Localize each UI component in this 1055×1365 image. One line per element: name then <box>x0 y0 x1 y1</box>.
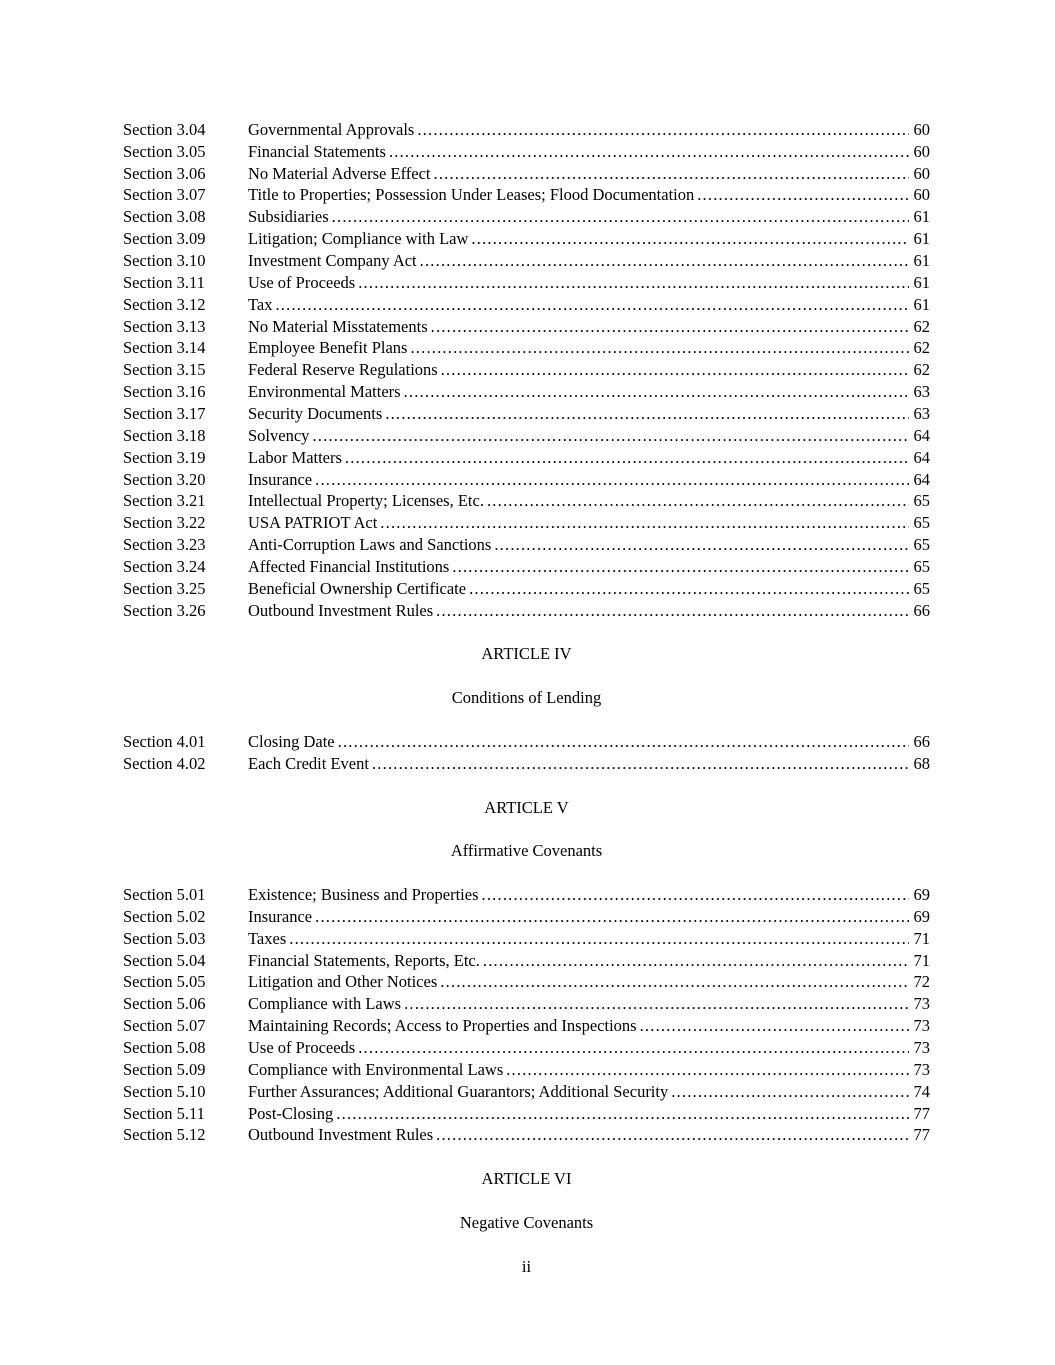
toc-page-number: 65 <box>913 578 930 598</box>
toc-page-number: 61 <box>913 207 930 227</box>
toc-entry-title: Outbound Investment Rules <box>248 600 434 620</box>
toc-entry <box>123 272 930 294</box>
toc-section-number: Section 3.24 <box>123 557 206 577</box>
article-subtitle: Negative Covenants <box>459 1212 594 1232</box>
toc-entries-group <box>123 119 930 622</box>
toc-entry <box>123 534 930 556</box>
toc-page-number: 65 <box>913 491 930 511</box>
toc-entry-title: Labor Matters <box>248 447 342 467</box>
toc-page-number: 64 <box>913 425 930 445</box>
toc-page-number: 60 <box>913 119 930 139</box>
toc-entry <box>123 906 930 928</box>
toc-dot-leader <box>694 184 908 206</box>
toc-entry <box>123 578 930 600</box>
toc-entry <box>123 250 930 272</box>
toc-dot-leader <box>401 993 908 1015</box>
toc-entry <box>123 469 930 491</box>
toc-entry-title: Outbound Investment Rules <box>248 1125 434 1145</box>
toc-section-number: Section 3.16 <box>123 382 206 402</box>
toc-entry <box>123 163 930 185</box>
toc-section-number: Section 5.10 <box>123 1081 206 1101</box>
toc-page-number: 69 <box>913 906 930 926</box>
toc-dot-leader <box>369 753 909 775</box>
toc-page-number: 66 <box>913 600 930 620</box>
toc-section-number: Section 3.23 <box>123 535 206 555</box>
toc-section-number: Section 3.25 <box>123 578 206 598</box>
toc-section-number: Section 4.02 <box>123 753 206 773</box>
toc-page-number: 60 <box>913 141 930 161</box>
toc-entry <box>123 206 930 228</box>
toc-page-number: 71 <box>913 928 930 948</box>
toc-entry <box>123 403 930 425</box>
toc-section-number: Section 3.15 <box>123 360 206 380</box>
toc-dot-leader <box>312 469 908 491</box>
toc-entry <box>123 950 930 972</box>
toc-entry-title: No Material Adverse Effect <box>248 163 431 183</box>
toc-dot-leader <box>428 316 909 338</box>
toc-page-number: 66 <box>913 731 930 751</box>
toc-page-number: 65 <box>913 535 930 555</box>
toc-entry-title: Litigation and Other Notices <box>248 972 438 992</box>
toc-dot-leader <box>329 206 909 228</box>
toc-section-number: Section 5.12 <box>123 1125 206 1145</box>
toc-entry <box>123 337 930 359</box>
toc-entry-title: USA PATRIOT Act <box>248 513 378 533</box>
toc-page-number: 74 <box>913 1081 930 1101</box>
toc-entry <box>123 753 930 775</box>
toc-entry <box>123 359 930 381</box>
toc-entry-title: Financial Statements, Reports, Etc. <box>248 950 480 970</box>
toc-section-number: Section 3.21 <box>123 491 206 511</box>
toc-entry <box>123 316 930 338</box>
toc-section-number: Section 3.26 <box>123 600 206 620</box>
toc-entry <box>123 884 930 906</box>
toc-dot-leader <box>491 534 908 556</box>
toc-dot-leader <box>342 447 909 469</box>
toc-page-number: 64 <box>913 469 930 489</box>
toc-section-number: Section 3.17 <box>123 404 206 424</box>
toc-entry <box>123 490 930 512</box>
toc-page-number: 63 <box>913 382 930 402</box>
toc-page-number: 65 <box>913 557 930 577</box>
toc-entry <box>123 184 930 206</box>
toc-entry <box>123 141 930 163</box>
toc-entry-title: Financial Statements <box>248 141 386 161</box>
toc-page-number: 60 <box>913 185 930 205</box>
toc-entry-title: Maintaining Records; Access to Properties and Inspections <box>248 1016 637 1036</box>
toc-section-number: Section 5.03 <box>123 928 206 948</box>
toc-entry-title: Existence; Business and Properties <box>248 884 479 904</box>
toc-page-number: 60 <box>913 163 930 183</box>
toc-section-number: Section 5.09 <box>123 1059 206 1079</box>
toc-entry <box>123 294 930 316</box>
toc-entry-title: Litigation; Compliance with Law <box>248 229 469 249</box>
toc-page-number: 73 <box>913 1059 930 1079</box>
toc-section-number: Section 3.20 <box>123 469 206 489</box>
toc-entry-title: Use of Proceeds <box>248 1037 356 1057</box>
toc-dot-leader <box>335 731 909 753</box>
toc-entry-title: Insurance <box>248 906 313 926</box>
toc-entry-title: Tax <box>248 294 273 314</box>
toc-entry-title: Each Credit Event <box>248 753 369 773</box>
toc-section-number: Section 5.05 <box>123 972 206 992</box>
toc-section-number: Section 3.22 <box>123 513 206 533</box>
toc-dot-leader <box>401 381 909 403</box>
toc-page-number: 69 <box>913 884 930 904</box>
toc-dot-leader <box>286 928 908 950</box>
toc-entry-title: Post-Closing <box>248 1103 334 1123</box>
toc-entries-group <box>123 731 930 775</box>
toc-entry-title: Use of Proceeds <box>248 272 356 292</box>
toc-entry-title: Anti-Corruption Laws and Sanctions <box>248 535 492 555</box>
page-footer-number: ii <box>521 1257 532 1276</box>
toc-section-number: Section 5.02 <box>123 906 206 926</box>
toc-section-number: Section 3.08 <box>123 207 206 227</box>
toc-entry-title: Subsidiaries <box>248 207 329 227</box>
toc-dot-leader <box>437 971 908 993</box>
toc-section-number: Section 5.01 <box>123 884 206 904</box>
toc-entry-title: Beneficial Ownership Certificate <box>248 578 467 598</box>
toc-page-number: 61 <box>913 229 930 249</box>
toc-page-number: 64 <box>913 447 930 467</box>
toc-entry-title: Solvency <box>248 425 310 445</box>
toc-page-number: 63 <box>913 404 930 424</box>
toc-dot-leader <box>312 906 908 928</box>
toc-entries-group <box>123 884 930 1146</box>
toc-entry-title: Federal Reserve Regulations <box>248 360 438 380</box>
toc-dot-leader <box>417 250 909 272</box>
toc-dot-leader <box>484 490 909 512</box>
toc-entry <box>123 600 930 622</box>
toc-page-number: 77 <box>913 1125 930 1145</box>
toc-section-number: Section 5.04 <box>123 950 206 970</box>
toc-dot-leader <box>309 425 908 447</box>
toc-page-number: 71 <box>913 950 930 970</box>
toc-dot-leader <box>386 141 909 163</box>
toc-section-number: Section 5.06 <box>123 994 206 1014</box>
toc-page-number: 65 <box>913 513 930 533</box>
toc-dot-leader <box>479 884 909 906</box>
toc-entry-title: Affected Financial Institutions <box>248 557 450 577</box>
toc-section-number: Section 5.11 <box>123 1103 205 1123</box>
toc-section-number: Section 3.10 <box>123 251 206 271</box>
toc-page-number: 73 <box>913 1037 930 1057</box>
toc-dot-leader <box>466 578 908 600</box>
toc-entry <box>123 1081 930 1103</box>
toc-page-number: 72 <box>913 972 930 992</box>
toc-section-number: Section 3.11 <box>123 272 205 292</box>
toc-dot-leader <box>431 163 909 185</box>
toc-section-number: Section 3.07 <box>123 185 206 205</box>
toc-entry-title: No Material Misstatements <box>248 316 428 336</box>
toc-dot-leader <box>480 950 909 972</box>
article-heading: ARTICLE V <box>484 797 569 817</box>
toc-dot-leader <box>414 119 908 141</box>
toc-section-number: Section 3.14 <box>123 338 206 358</box>
toc-dot-leader <box>407 337 908 359</box>
toc-page-number: 61 <box>913 251 930 271</box>
toc-section-number: Section 3.09 <box>123 229 206 249</box>
toc-entry <box>123 228 930 250</box>
toc-section-number: Section 5.07 <box>123 1016 206 1036</box>
toc-dot-leader <box>637 1015 909 1037</box>
toc-dot-leader <box>355 272 908 294</box>
toc-entry-title: Title to Properties; Possession Under Leases; Flood Documentation <box>248 185 695 205</box>
toc-page-number: 77 <box>913 1103 930 1123</box>
toc-entry-title: Insurance <box>248 469 313 489</box>
toc-dot-leader <box>273 294 909 316</box>
toc-entry-title: Environmental Matters <box>248 382 401 402</box>
toc-page-number: 62 <box>913 360 930 380</box>
toc-dot-leader <box>468 228 908 250</box>
article-heading: ARTICLE VI <box>481 1169 572 1189</box>
toc-dot-leader <box>377 512 908 534</box>
toc-dot-leader <box>333 1103 908 1125</box>
toc-entry <box>123 1015 930 1037</box>
toc-dot-leader <box>449 556 908 578</box>
toc-section-number: Section 3.19 <box>123 447 206 467</box>
toc-dot-leader <box>382 403 908 425</box>
toc-entry <box>123 556 930 578</box>
toc-entry <box>123 928 930 950</box>
toc-dot-leader <box>433 1124 908 1146</box>
toc-entry-title: Closing Date <box>248 731 335 751</box>
toc-entry-title: Compliance with Environmental Laws <box>248 1059 504 1079</box>
toc-section-number: Section 3.18 <box>123 425 206 445</box>
toc-dot-leader <box>433 600 908 622</box>
toc-page-number: 73 <box>913 1016 930 1036</box>
toc-page-number: 73 <box>913 994 930 1014</box>
toc-section-number: Section 3.13 <box>123 316 206 336</box>
toc-page-number: 61 <box>913 272 930 292</box>
toc-entry <box>123 447 930 469</box>
toc-entry-title: Governmental Approvals <box>248 119 415 139</box>
toc-section-number: Section 3.04 <box>123 119 206 139</box>
toc-entry <box>123 512 930 534</box>
toc-section-number: Section 4.01 <box>123 731 206 751</box>
toc-section-number: Section 5.08 <box>123 1037 206 1057</box>
toc-entry-title: Further Assurances; Additional Guarantors; Additional Security <box>248 1081 669 1101</box>
toc-page-number: 68 <box>913 753 930 773</box>
toc-entry-title: Compliance with Laws <box>248 994 402 1014</box>
toc-entry <box>123 119 930 141</box>
toc-entry-title: Taxes <box>248 928 287 948</box>
toc-entry <box>123 1103 930 1125</box>
toc-entry <box>123 971 930 993</box>
toc-entry-title: Intellectual Property; Licenses, Etc. <box>248 491 484 511</box>
article-subtitle: Conditions of Lending <box>451 688 602 708</box>
toc-entry <box>123 993 930 1015</box>
toc-dot-leader <box>438 359 909 381</box>
toc-dot-leader <box>503 1059 908 1081</box>
toc-section-number: Section 3.06 <box>123 163 206 183</box>
toc-entry-title: Investment Company Act <box>248 251 417 271</box>
toc-section-number: Section 3.05 <box>123 141 206 161</box>
toc-page-number: 62 <box>913 316 930 336</box>
toc-entry <box>123 731 930 753</box>
article-subtitle: Affirmative Covenants <box>450 841 603 861</box>
toc-entry <box>123 1059 930 1081</box>
toc-page-number: 62 <box>913 338 930 358</box>
toc-entry <box>123 381 930 403</box>
article-heading: ARTICLE IV <box>481 644 572 664</box>
toc-entry <box>123 425 930 447</box>
toc-entry-title: Security Documents <box>248 404 383 424</box>
toc-entry-title: Employee Benefit Plans <box>248 338 408 358</box>
toc-page-number: 61 <box>913 294 930 314</box>
toc-section-number: Section 3.12 <box>123 294 206 314</box>
toc-entry <box>123 1124 930 1146</box>
toc-dot-leader <box>355 1037 908 1059</box>
toc-entry <box>123 1037 930 1059</box>
toc-dot-leader <box>668 1081 908 1103</box>
